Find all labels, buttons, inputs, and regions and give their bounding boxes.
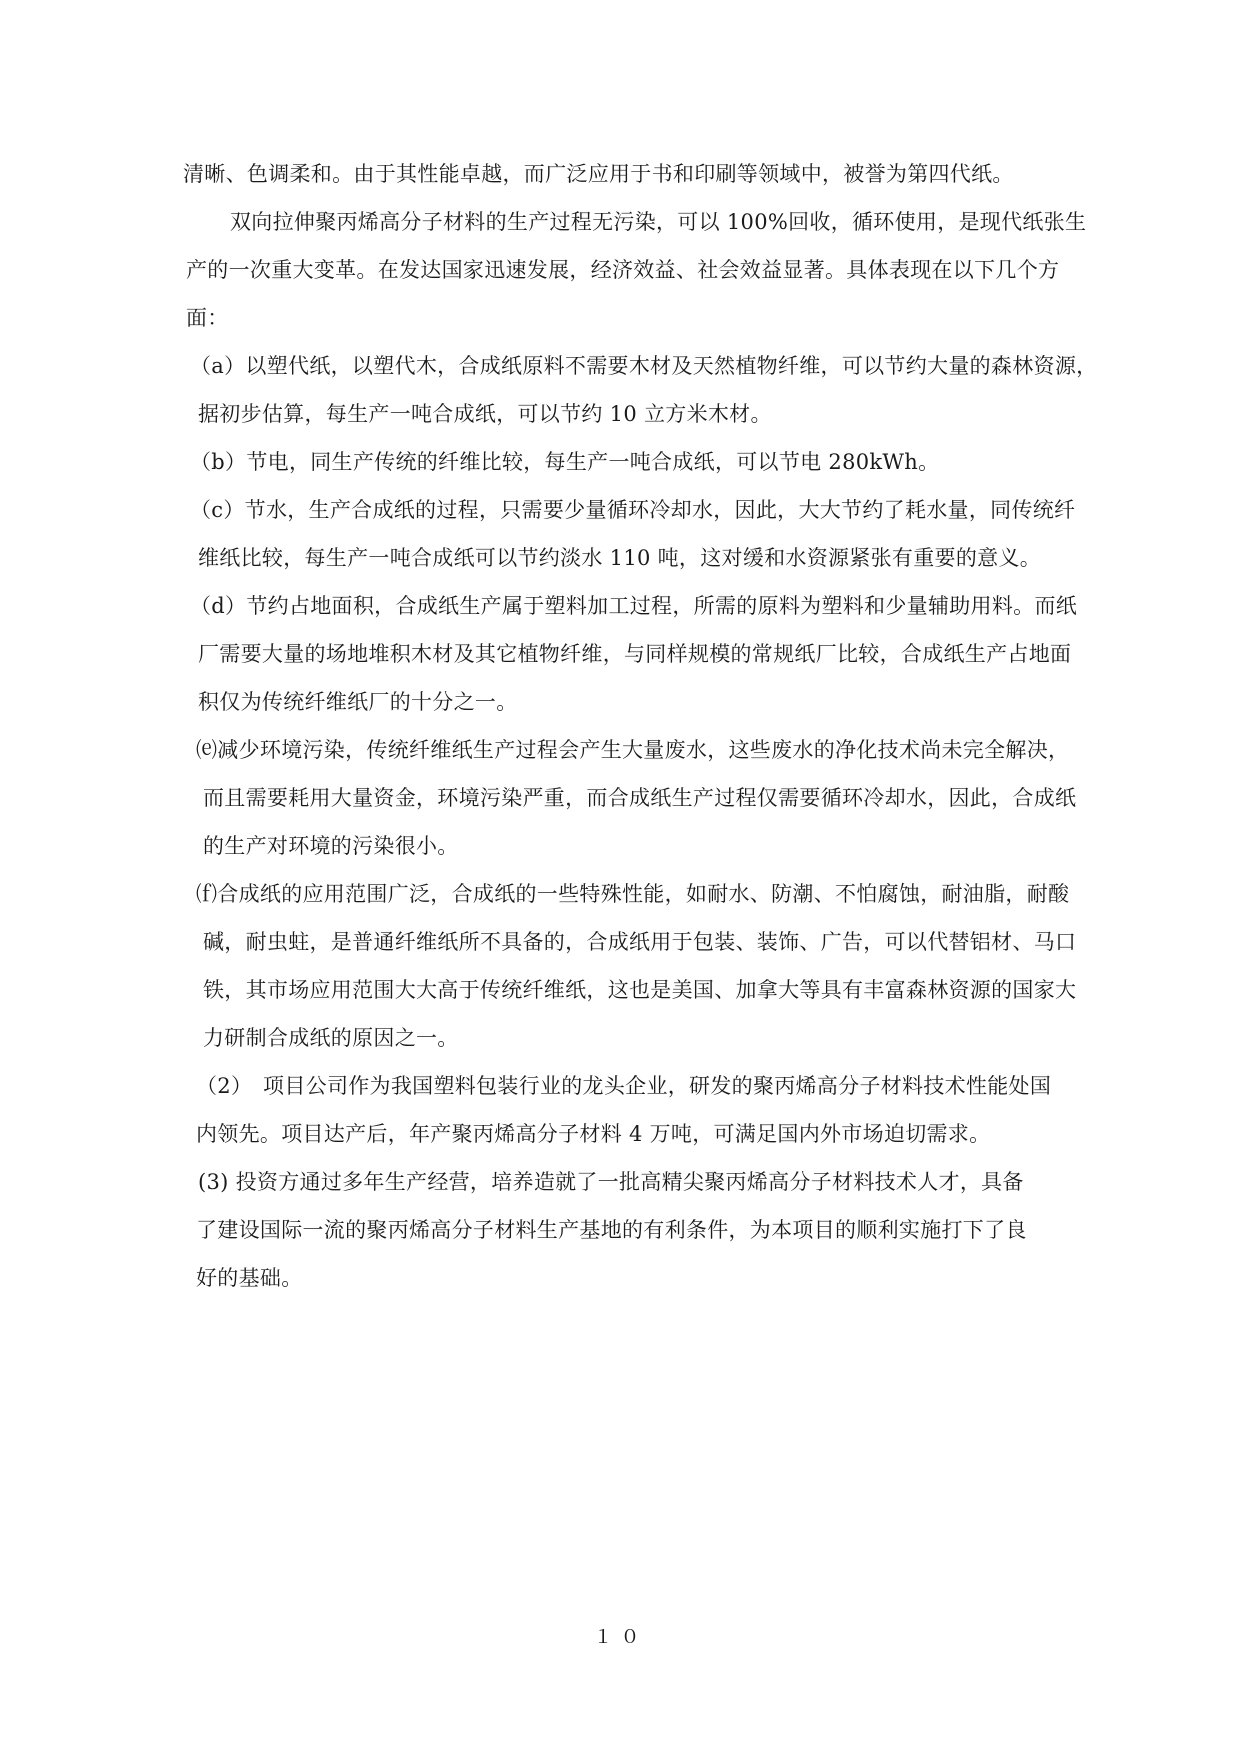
text-line: 维纸比较，每生产一吨合成纸可以节约淡水 110 吨，这对缓和水资源紧张有重要的意义。 (198, 546, 1042, 570)
text-line: 铁，其市场应用范围大大高于传统纤维纸，这也是美国、加拿大等具有丰富森林资源的国家大 (203, 978, 1077, 1002)
text-line: 了建设国际一流的聚丙烯高分子材料生产基地的有利条件，为本项目的顺利实施打下了良 (196, 1218, 1027, 1242)
text-line: 好的基础。 (196, 1266, 303, 1290)
text-line: 厂需要大量的场地堆积木材及其它植物纤维，与同样规模的常规纸厂比较，合成纸生产占地面 (198, 642, 1072, 666)
text-line: 据初步估算，每生产一吨合成纸，可以节约 10 立方米木材。 (198, 402, 772, 426)
text-line: 力研制合成纸的原因之一。 (203, 1026, 459, 1050)
text-line: 双向拉伸聚丙烯高分子材料的生产过程无污染，可以 100%回收，循环使用，是现代纸张生 (230, 210, 1087, 234)
text-line: 碱，耐虫蛀，是普通纤维纸所不具备的，合成纸用于包装、装饰、广告，可以代替铝材、马口 (203, 930, 1077, 954)
text-line: ⒠减少环境污染，传统纤维纸生产过程会产生大量废水，这些废水的净化技术尚未完全解决， (196, 738, 1070, 762)
text-line: 积仅为传统纤维纸厂的十分之一。 (198, 690, 518, 714)
text-line: 的生产对环境的污染很小。 (203, 834, 459, 858)
text-line: ⒡合成纸的应用范围广泛，合成纸的一些特殊性能，如耐水、防潮、不怕腐蚀，耐油脂，耐酸 (196, 882, 1070, 906)
text-line: （c）节水，生产合成纸的过程，只需要少量循环冷却水，因此，大大节约了耗水量，同传统纤 (190, 498, 1076, 522)
text-line: 内领先。项目达产后，年产聚丙烯高分子材料 4 万吨，可满足国内外市场迫切需求。 (196, 1122, 991, 1146)
page-number: １０ (593, 1626, 648, 1648)
text-line: （a）以塑代纸，以塑代木，合成纸原料不需要木材及天然植物纤维，可以节约大量的森林资源， (190, 354, 1098, 378)
text-line: 面： (186, 306, 229, 330)
text-line: （b）节电，同生产传统的纤维比较，每生产一吨合成纸，可以节电 280kWh。 (190, 450, 940, 474)
text-line: （2） 项目公司作为我国塑料包装行业的龙头企业，研发的聚丙烯高分子材料技术性能处国 (196, 1074, 1052, 1098)
text-line: 清晰、色调柔和。由于其性能卓越，而广泛应用于书和印刷等领域中，被誉为第四代纸。 (183, 162, 1014, 186)
text-line: （d）节约占地面积，合成纸生产属于塑料加工过程，所需的原料为塑料和少量辅助用料。而纸 (190, 594, 1078, 618)
text-line: 产的一次重大变革。在发达国家迅速发展，经济效益、社会效益显著。具体表现在以下几个方 (186, 258, 1060, 282)
text-line: (3) 投资方通过多年生产经营，培养造就了一批高精尖聚丙烯高分子材料技术人才，具备 (198, 1170, 1024, 1194)
text-line: 而且需要耗用大量资金，环境污染严重，而合成纸生产过程仅需要循环冷却水，因此，合成纸 (203, 786, 1077, 810)
